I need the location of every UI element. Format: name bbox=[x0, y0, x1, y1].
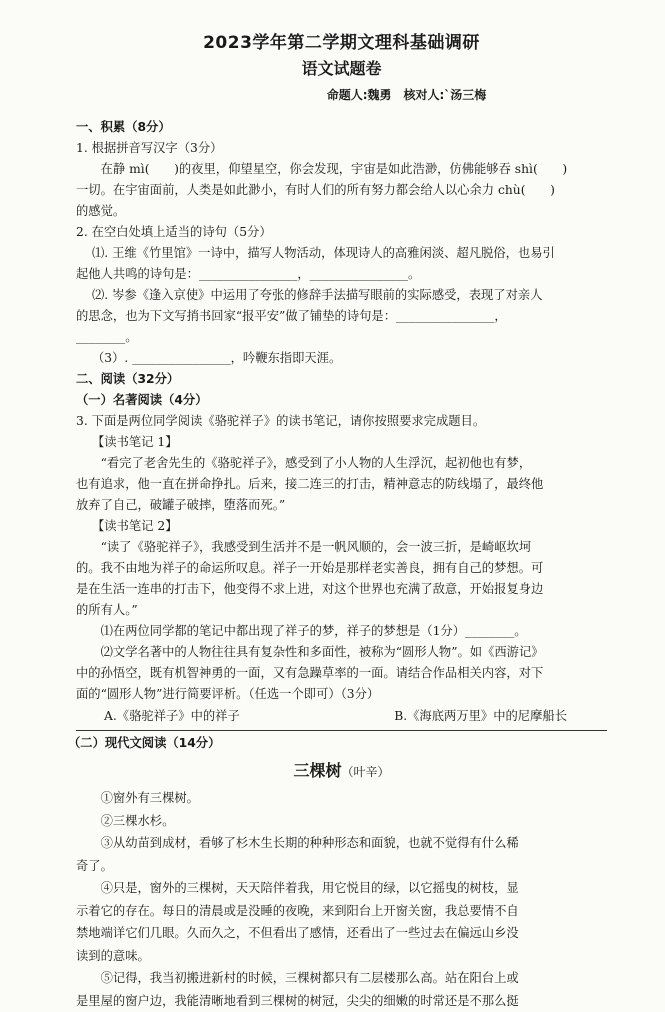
q2-title: 2. 在空白处填上适当的诗句（5分） bbox=[76, 222, 607, 243]
article-p3-line1: ③从幼苗到成材，看够了杉木生长期的种种形态和面貌，也就不觉得有什么稀 bbox=[76, 832, 607, 855]
note1-label: 【读书笔记 1】 bbox=[76, 432, 607, 453]
article-title-block bbox=[76, 760, 607, 783]
q3-1: ⑴在两位同学都的笔记中都出现了祥子的梦，祥子的梦想是（1分）________。 bbox=[76, 621, 607, 642]
exam-byline: 命题人:魏勇 核对人:`汤三梅 bbox=[76, 86, 607, 103]
article-p1: ①窗外有三棵树。 bbox=[76, 787, 607, 810]
q1-title: 1. 根据拼音写汉字（3分） bbox=[76, 138, 607, 159]
q2-2-line3: ________。 bbox=[76, 327, 607, 348]
article-p4-line1: ④只是，窗外的三棵树，天天陪伴着我，用它悦目的绿，以它摇曳的树枝，显 bbox=[76, 877, 607, 900]
q3-intro: 3. 下面是两位同学阅读《骆驼祥子》的读书笔记，请你按照要求完成题目。 bbox=[76, 411, 607, 432]
q2-2-line1: ⑵. 岑参《逢入京使》中运用了夸张的修辞手法描写眼前的实际感受，表现了对亲人 bbox=[76, 285, 607, 306]
q1-line2: 一切。在宇宙面前，人类是如此渺小，有时人们的所有努力都会给人以心余力 chù( ) bbox=[76, 180, 607, 201]
q2-1-line1: ⑴. 王维《竹里馆》一诗中，描写人物活动，体现诗人的高雅闲淡、超凡脱俗，也易引 bbox=[76, 243, 607, 264]
q2-3: （3）. ________________，吟鞭东指即天涯。 bbox=[76, 348, 607, 369]
option-a: A.《骆驼祥子》中的祥子 bbox=[104, 706, 240, 727]
q1-line1: 在静 mì( )的夜里，仰望星空，你会发现，宇宙是如此浩渺，仿佛能够吞 shì( ) bbox=[76, 159, 607, 180]
section2-heading: 二、阅读（32分） bbox=[76, 369, 607, 390]
note2-line2: 的。我不由地为祥子的命运所叹息。祥子一开始是那样老实善良，拥有自己的梦想。可 bbox=[76, 558, 607, 579]
exam-header bbox=[76, 28, 607, 103]
article-author: （叶辛） bbox=[342, 765, 390, 779]
article-p5-line1: ⑤记得，我当初搬进新村的时候，三棵树都只有二层楼那么高。站在阳台上或 bbox=[76, 967, 607, 990]
note2-line4: 的所有人。” bbox=[76, 600, 607, 621]
article-p4-line3: 禁地端详它们几眼。久而久之，不但看出了感情，还看出了一些过去在偏远山乡没 bbox=[76, 922, 607, 945]
article-p3-line2: 奇了。 bbox=[76, 855, 607, 878]
note1-line1: “看完了老舍先生的《骆驼祥子》，感受到了小人物的人生浮沉，起初他也有梦， bbox=[76, 453, 607, 474]
q3-2-line3: 面的“圆形人物”进行简要评析。（任选一个即可）（3分） bbox=[76, 684, 607, 705]
section2-sub1: （一）名著阅读（4分） bbox=[76, 390, 607, 411]
article-p5-line2: 是里屋的窗户边，我能清晰地看到三棵树的树冠，尖尖的细嫩的时常还是不那么挺 bbox=[76, 990, 607, 1012]
q2-2-line2: 的思念，也为下文写捎书回家“报平安”做了铺垫的诗句是：________________， bbox=[76, 306, 607, 327]
note2-line1: “读了《骆驼祥子》，我感受到生活并不是一帆风顺的，会一波三折，是崎岖坎坷 bbox=[76, 537, 607, 558]
article-p4-line4: 读到的意味。 bbox=[76, 945, 607, 968]
note2-label: 【读书笔记 2】 bbox=[76, 516, 607, 537]
article-title: 三棵树 bbox=[293, 761, 341, 780]
exam-body bbox=[76, 117, 607, 1012]
q2-1-line2: 起他人共鸣的诗句是：________________，________________。 bbox=[76, 264, 607, 285]
exam-title: 2023学年第二学期文理科基础调研 bbox=[76, 28, 607, 53]
section2-sub2: （二）现代文阅读（14分） bbox=[68, 733, 607, 754]
article-p4-line2: 示着它的存在。每日的清晨或是没睡的夜晚，来到阳台上开窗关窗，我总要情不自 bbox=[76, 900, 607, 923]
q1-line3: 的感觉。 bbox=[76, 201, 607, 222]
article-p2: ②三棵水杉。 bbox=[76, 810, 607, 833]
q3-options bbox=[76, 706, 607, 727]
note1-line2: 也有追求，他一直在拼命挣扎。后来，接二连三的打击，精神意志的防线塌了，最终他 bbox=[76, 474, 607, 495]
option-b: B.《海底两万里》中的尼摩船长 bbox=[394, 706, 567, 727]
note1-line3: 放弃了自己，破罐子破摔，堕落而死。” bbox=[76, 495, 607, 516]
section1-heading: 一、积累（8分） bbox=[76, 117, 607, 138]
q3-2-line2: 中的孙悟空，既有机智神勇的一面，又有急躁草率的一面。请结合作品相关内容，对下 bbox=[76, 663, 607, 684]
divider-line bbox=[76, 730, 607, 731]
q3-2-line1: ⑵文学名著中的人物往往具有复杂性和多面性，被称为“圆形人物”。如《西游记》 bbox=[76, 642, 607, 663]
note2-line3: 是在生活一连串的打击下，他变得不求上进，对这个世界也充满了敌意，开始报复身边 bbox=[76, 579, 607, 600]
article-body bbox=[76, 787, 607, 1012]
exam-subtitle: 语文试题卷 bbox=[76, 56, 607, 79]
